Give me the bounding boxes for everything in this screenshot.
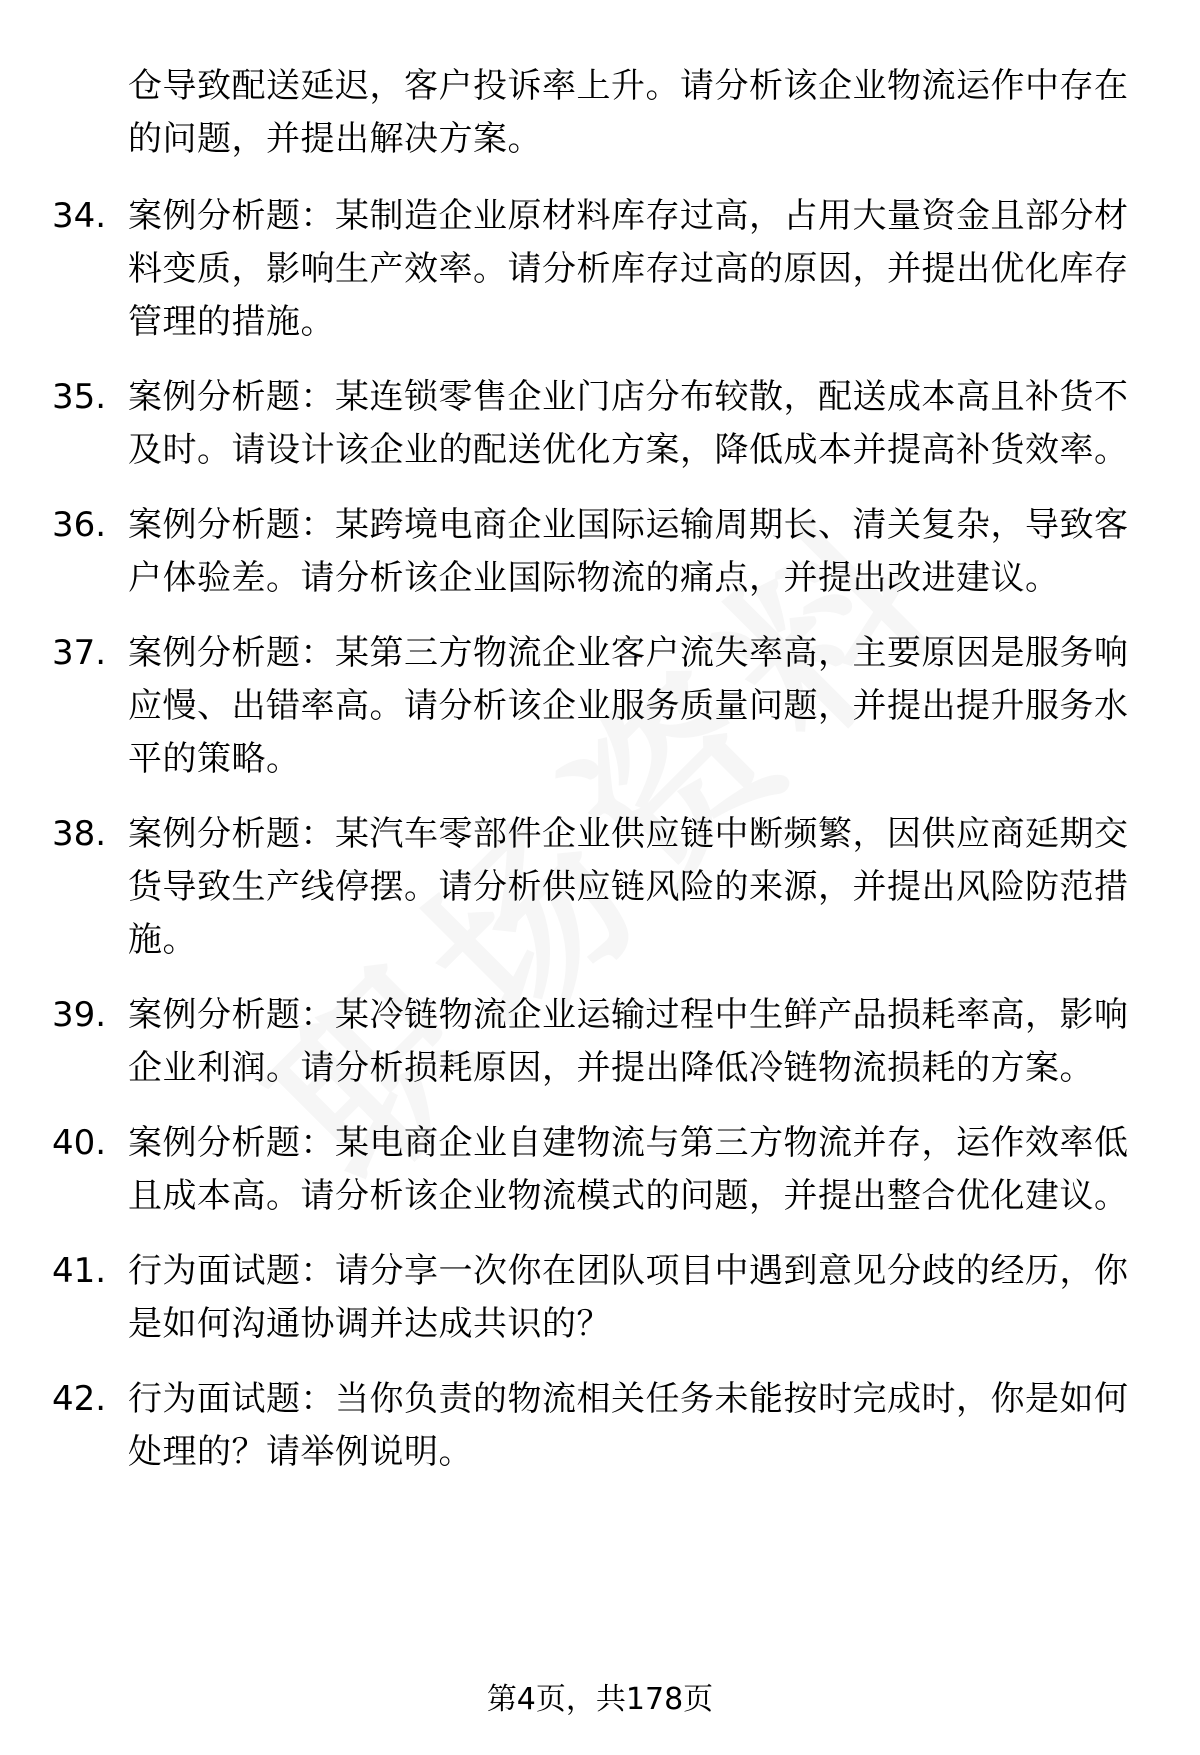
- question-item: [0, 1117, 1200, 1223]
- question-text: 案例分析题：某冷链物流企业运输过程中生鲜产品损耗率高，影响企业利润。请分析损耗原因，并提出降低冷链物流损耗的方案。: [128, 995, 1129, 1088]
- question-number: 39.: [52, 995, 107, 1035]
- page-number-footer: 第4页，共178页: [486, 1682, 714, 1717]
- question-item: [0, 1245, 1200, 1351]
- question-number: 35.: [52, 377, 107, 417]
- question-item: [0, 1373, 1200, 1479]
- question-list: [0, 190, 1200, 1501]
- question-text: 案例分析题：某汽车零部件企业供应链中断频繁，因供应商延期交货导致生产线停摆。请分析供应链风险的来源，并提出风险防范措施。: [128, 814, 1129, 960]
- continued-question-text: 仓导致配送延迟，客户投诉率上升。请分析该企业物流运作中存在的问题，并提出解决方案。: [128, 66, 1129, 159]
- question-item: [0, 371, 1200, 477]
- question-text: 案例分析题：某制造企业原材料库存过高，占用大量资金且部分材料变质，影响生产效率。请分析库存过高的原因，并提出优化库存管理的措施。: [128, 196, 1129, 342]
- question-text: 案例分析题：某电商企业自建物流与第三方物流并存，运作效率低且成本高。请分析该企业物流模式的问题，并提出整合优化建议。: [128, 1123, 1129, 1216]
- question-number: 36.: [52, 505, 107, 545]
- question-item: [0, 989, 1200, 1095]
- question-number: 37.: [52, 633, 107, 673]
- question-number: 40.: [52, 1123, 107, 1163]
- question-text: 案例分析题：某第三方物流企业客户流失率高，主要原因是服务响应慢、出错率高。请分析该企业服务质量问题，并提出提升服务水平的策略。: [128, 633, 1129, 779]
- question-item: [0, 499, 1200, 605]
- question-number: 42.: [52, 1379, 107, 1419]
- question-item: [0, 627, 1200, 786]
- question-text: 案例分析题：某跨境电商企业国际运输周期长、清关复杂，导致客户体验差。请分析该企业国际物流的痛点，并提出改进建议。: [128, 505, 1129, 598]
- question-number: 34.: [52, 196, 107, 236]
- question-text: 案例分析题：某连锁零售企业门店分布较散，配送成本高且补货不及时。请设计该企业的配送优化方案，降低成本并提高补货效率。: [128, 377, 1129, 470]
- question-text: 行为面试题：请分享一次你在团队项目中遇到意见分歧的经历，你是如何沟通协调并达成共识的？: [128, 1251, 1129, 1344]
- question-item: [0, 808, 1200, 967]
- question-text: 行为面试题：当你负责的物流相关任务未能按时完成时，你是如何处理的？请举例说明。: [128, 1379, 1129, 1472]
- question-number: 38.: [52, 814, 107, 854]
- question-item: [0, 190, 1200, 349]
- question-number: 41.: [52, 1251, 107, 1291]
